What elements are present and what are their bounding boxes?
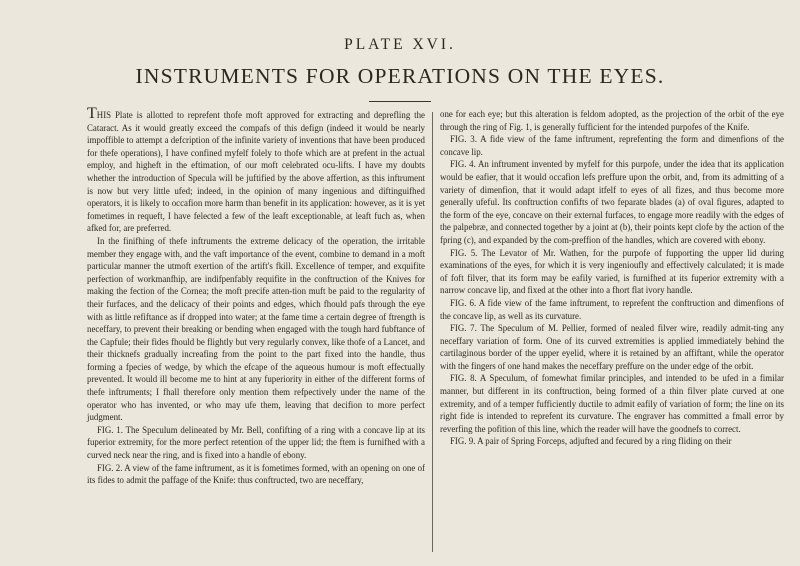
drop-cap: T <box>87 105 97 122</box>
paragraph-fig-5: FIG. 5. The Levator of Mr. Wathen, for the purpofe of fupporting the upper lid during examinations of the eyes, for which it is very ingenioufly and effectively calculated; it is made of foft filver, that its form may be eafily varied, is furnifhed at its fuperior extremity with a narrow concave lip, and fixed at the other into a fhort flat ivory handle. <box>440 247 784 296</box>
page-title: INSTRUMENTS FOR OPERATIONS ON THE EYES. <box>135 64 665 88</box>
paragraph-fig-7: FIG. 7. The Speculum of M. Pellier, formed of nealed filver wire, readily admit-ting any neceffary variation of form. One of its curved extremities is applied immediately behind the cartilaginous border of the upper eyelid, where it is retained by an affiftant, while the operator with the fingers of one hand makes the neceffary preffure on the under edge of the orbit. <box>440 323 784 371</box>
paragraph-fig-6: FIG. 6. A fide view of the fame inftrument, to reprefent the conftruction and dimenfions of the concave lip, as well as its curvature. <box>440 297 784 321</box>
left-column <box>87 105 425 487</box>
paragraph-continuation: one for each eye; but this alteration is feldom adopted, as the projection of the orbit of the eye through the ring of Fig. 1, is generally fufficient for the intended purpofes of the Knife. <box>440 109 784 132</box>
paragraph-fig-1: FIG. 1. The Speculum delineated by Mr. Bell, confifting of a ring with a concave lip at its fuperior extremity, for the more perfect retention of the upper lid; the ftem is furnifhed with a curved neck near the ring, and is fixed into a handle of ebony. <box>87 424 425 461</box>
right-column <box>440 108 784 448</box>
paragraph-fig-3: FIG. 3. A fide view of the fame inftrument, reprefenting the form and dimenfions of the concave lip. <box>440 134 784 157</box>
plate-label: PLATE XVI. <box>344 36 456 53</box>
intro-paragraph <box>87 105 425 235</box>
paragraph-fig-4: FIG. 4. An inftrument invented by myfelf for this purpofe, under the idea that its application would be eafier, that it would occafion lefs preffure upon the orbit, and, from its admitting of a variety of dimenfion, that it would adapt itfelf to eyes of all fizes, and thus become more generally ufeful. Its conftruction confifts of two feparate blades (a) of oval figures, adapted to the form of the eye, concave on their external furfaces, to engage more readily with the edges of the palpebræ, and connected together by a joint at (b), their points kept clofe by the action of the fpring (c), and expanded by the com-preffion of the handles, which are covered with ebony. <box>440 159 784 245</box>
paragraph-fig-9: FIG. 9. A pair of Spring Forceps, adjufted and fecured by a ring fliding on their <box>450 436 732 447</box>
paragraph-finishing: In the finifhing of thefe inftruments the extreme delicacy of the operation, the irritable member they engage with, and the vaft importance of the event, combine to demand in a moft particular manner the utmoft exertion of the artift's fkill. Excellence of temper, and exquifite perfection of workmanfhip, are indifpenfably requifite in the conftruction of the Knives for making the fection of the Cornea; the moft precife atten-tion muft be paid to the regularity of their furfaces, and the delicacy of their points and edges, which fhould pafs through the eye with as little refiftance as if dropped into water; at the fame time a certain degree of ftrength is neceffary, to prevent their breaking or bending when engaged with the tough hard fubftance of the Capfule; their fides fhould be flightly but very regularly convex, like thofe of a Lancet, and their thicknefs gradually increafing from the point to the part fixed into the handle, thus forming a fpecies of wedge, by which the efcape of the aqueous humour is moft effectually prevented. It would ill become me to hint at any fuperiority in either of the different forms of thefe inftruments; I fhall therefore only mention them refpectively under the name of the operator who has invented, or who may ufe them, leaving that decifion to more perfect judgment. <box>87 235 425 423</box>
column-divider <box>432 112 433 552</box>
intro-head: HIS <box>96 110 112 120</box>
paragraph-fig-8: FIG. 8. A Speculum, of fomewhat fimilar principles, and intended to be ufed in a fimilar manner, but different in its conftruction, being formed of a thin filver plate curved at one extremity, and of a temper fufficiently ductile to admit eafily of variation of form; the line on its right fide is intended to reprefent its curvature. The engraver has committed a fmall error by reverfing the pofition of this line, which the reader will have the goodnefs to correct. <box>440 373 784 434</box>
paragraph-fig-2: FIG. 2. A view of the fame inftrument, as it is fometimes formed, with an opening on one of its fides to admit the paffage of the Knife: thus conftructed, two are neceffary, <box>87 462 425 486</box>
title-rule <box>369 101 431 102</box>
intro-body: Plate is allotted to reprefent thofe moft approved for extracting and deprefling the Cataract. As it would greatly exceed the compafs of this defign (indeed it would be nearly impoffible to attempt a defcription of the infinite variety of inventions that have been produced for thefe operations), I have confined myfelf folely to thofe which are at prefent in the actual employ, and higheft in the eftimation, of our moft celebrated ocu-lifts. I have my doubts whether the introduction of Specula will be juftified by the above affertion, as this inftrument is now but very little ufed; indeed, in the opinion of many ingenious and diftinguifhed operators, it is likely to occafion more harm than benefit in its application: however, as it is yet fometimes in requeft, I have felected a few of the leaft exceptionable, at leaft fuch as, when afked for, are preferred. <box>87 110 425 234</box>
